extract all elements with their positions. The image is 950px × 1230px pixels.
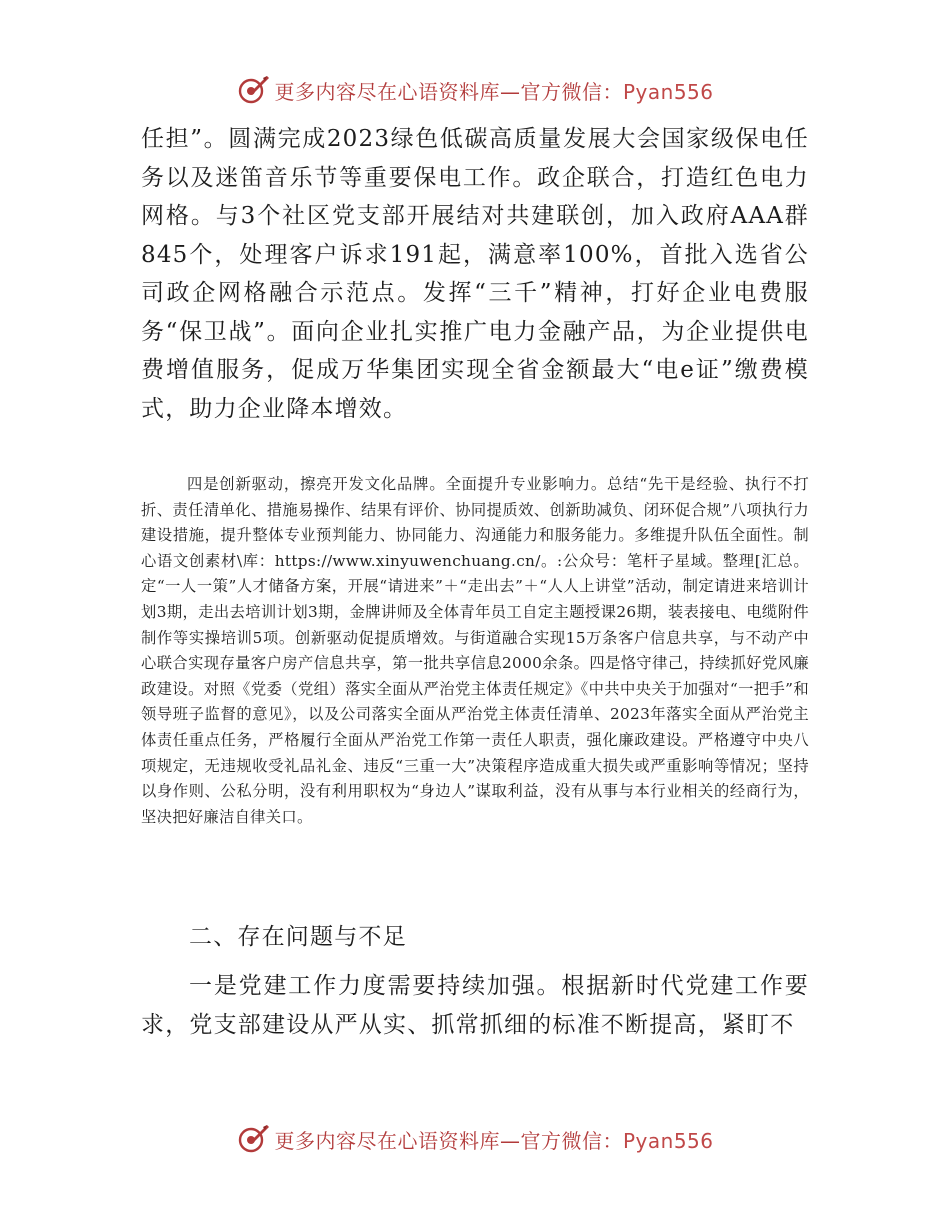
watermark-text: 更多内容尽在心语资料库—官方微信：Pyan556 [274, 1128, 714, 1153]
watermark-text: 更多内容尽在心语资料库—官方微信：Pyan556 [274, 79, 714, 104]
wechat-id: Pyan556 [622, 79, 714, 104]
watermark-footer [0, 1119, 950, 1159]
paragraph-innovation: 四是创新驱动，擦亮开发文化品牌。全面提升专业影响力。总结“先干是经验、执行不打折、责任清单化、措施易操作、结果有评价、协同提质效、创新助减负、闭环促合规”八项执行力建设措施，提升整体专业预判能力、协同能力、沟通能力和服务能力。多维提升队伍全面性。制心语文创素材\库：https://www.xinyuwenchuang.cn/。:公众号：笔杆子星域。整理[汇总。定“一人一策”人才储备方案，开展“请进来”＋“走出去”＋“人人上讲堂”活动，制定请进来培训计划3期，走出去培训计划3期，金牌讲师及全体青年员工自定主题授课26期，装表接电、电缆附件制作等实操培训5项。创新驱动促提质增效。与街道融合实现15万条客户信息共享，与不动产中心联合实现存量客户房产信息共享，第一批共享信息2000余条。四是恪守律己，持续抓好党风廉政建设。对照《党委（党组）落实全面从严治党主体责任规定》《中共中央关于加强对“一把手”和领导班子监督的意见》，以及公司落实全面从严治党主体责任清单、2023年落实全面从严治党主体责任重点任务，严格履行全面从严治党工作第一责任人职责，强化廉政建设。严格遵守中央八项规定，无违规收受礼品礼金、违反“三重一大”决策程序造成重大损失或严重影响等情况；坚持以身作则、公私分明，没有利用职权为“身边人”谋取利益，没有从事与本行业相关的经商行为，坚决把好廉洁自律关口。 [141, 475, 809, 826]
quill-seal-icon [236, 1122, 270, 1156]
paragraph-problems: 一是党建工作力度需要持续加强。根据新时代党建工作要求，党支部建设从严从实、抓常抓细的标准不断提高，紧盯不 [141, 973, 809, 1038]
section-heading: 二、存在问题与不足 [189, 924, 407, 950]
paragraph-continued: 任担”。圆满完成2023绿色低碳高质量发展大会国家级保电任务以及迷笛音乐节等重要保电工作。政企联合，打造红色电力网格。与3个社区党支部开展结对共建联创，加入政府AAA群845个，处理客户诉求191起，满意率100%，首批入选省公司政企网格融合示范点。发挥“三千”精神，打好企业电费服务“保卫战”。面向企业扎实推广电力金融产品，为企业提供电费增值服务，促成万华集团实现全省金额最大“电e证”缴费模式，助力企业降本增效。 [141, 126, 809, 422]
wechat-id: Pyan556 [622, 1128, 714, 1153]
quill-seal-icon [236, 73, 270, 107]
watermark-header [0, 70, 950, 110]
